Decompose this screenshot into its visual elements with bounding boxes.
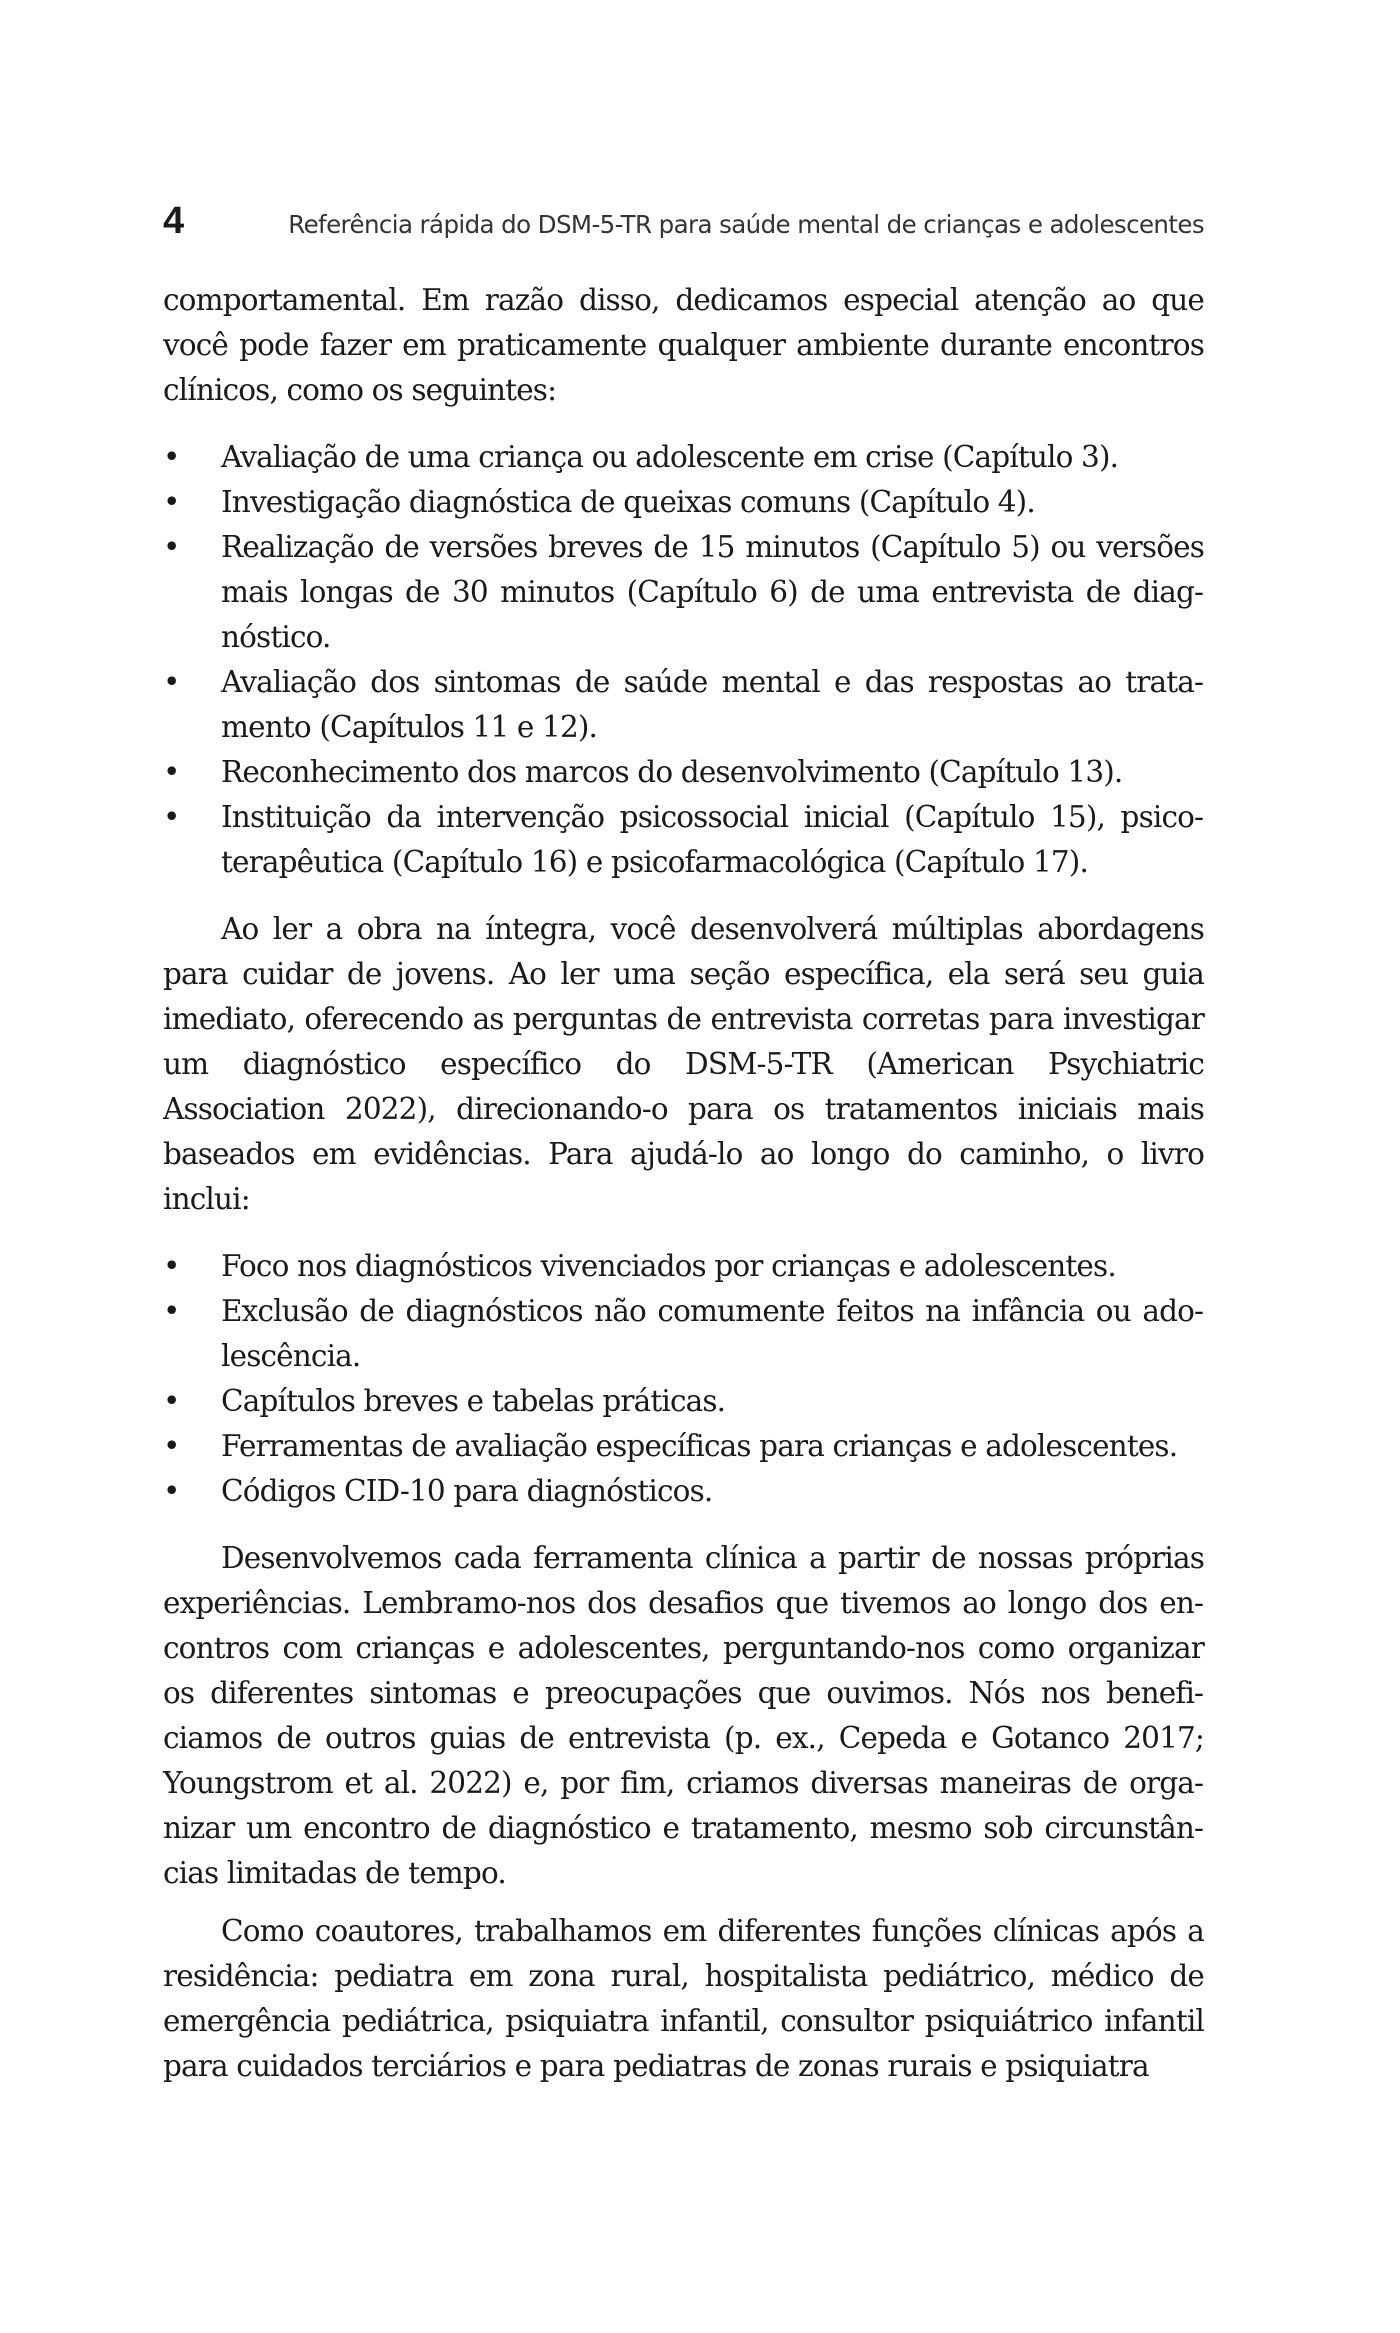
list-item-text: Capítulos breves e tabelas práticas. <box>221 1384 726 1418</box>
list-item-text: Realização de versões breves de 15 minutos (Capítulo 5) ou versões mais longas de 30 minutos (Capítulo 6) de uma entrevista de diagnóstico. <box>221 530 1204 654</box>
list-item <box>163 1244 1204 1289</box>
list-item <box>163 1289 1204 1379</box>
bullet-icon: • <box>163 1474 180 1508</box>
list-item <box>163 1379 1204 1424</box>
book-page <box>163 200 1204 2089</box>
paragraph-3: Desenvolvemos cada ferramenta clínica a partir de nossas próprias experiências. Lembramo-nos dos desafios que tivemos ao longo dos encontros com crianças e adolescentes, perguntando-nos como organizar os diferentes sintomas e preocupações que ouvimos. Nós nos beneficiamos de outros guias de entrevista (p. ex., Cepeda e Gotanco 2017; Youngstrom et al. 2022) e, por fim, criamos diversas maneiras de organizar um encontro de diagnóstico e tratamento, mesmo sob circunstâncias limitadas de tempo. <box>163 1541 1204 1890</box>
list-item <box>163 1469 1204 1514</box>
list-item <box>163 480 1204 525</box>
list-item <box>163 435 1204 480</box>
list-item-text: Avaliação dos sintomas de saúde mental e das respostas ao tratamento (Capítulos 11 e 12). <box>221 665 1204 744</box>
bullet-icon: • <box>163 800 180 834</box>
body-text <box>163 278 1204 2089</box>
bullet-icon: • <box>163 665 180 699</box>
list-item <box>163 750 1204 795</box>
bullet-icon: • <box>163 1249 180 1283</box>
paragraph-4: Como coautores, trabalhamos em diferentes funções clínicas após a residência: pediatra em zona rural, hospitalista pediátrico, médico de emergência pediátrica, psiquiatra infantil, consultor psiquiátrico infantil para cuidados terciários e para pediatras de zonas rurais e psiquiatra <box>163 1914 1204 2083</box>
list-item-text: Códigos CID-10 para diagnósticos. <box>221 1474 713 1508</box>
list-item-text: Avaliação de uma criança ou adolescente em crise (Capítulo 3). <box>221 440 1119 474</box>
list-item-text: Reconhecimento dos marcos do desenvolvimento (Capítulo 13). <box>221 755 1123 789</box>
list-item <box>163 660 1204 750</box>
running-title: Referência rápida do DSM-5-TR para saúde mental de crianças e adolescentes <box>288 210 1204 239</box>
list-item <box>163 795 1204 885</box>
bullet-icon: • <box>163 1384 180 1418</box>
list-item-text: Foco nos diagnósticos vivenciados por crianças e adolescentes. <box>221 1249 1116 1283</box>
page-header <box>163 200 1204 260</box>
bullet-list-chapters <box>163 435 1204 885</box>
list-item-text: Exclusão de diagnósticos não comumente feitos na infância ou adolescência. <box>221 1294 1204 1373</box>
bullet-icon: • <box>163 485 180 519</box>
bullet-icon: • <box>163 530 180 564</box>
list-item-text: Instituição da intervenção psicossocial inicial (Capítulo 15), psicoterapêutica (Capítulo 16) e psicofarmacológica (Capítulo 17). <box>221 800 1204 879</box>
bullet-icon: • <box>163 1294 180 1328</box>
list-item <box>163 1424 1204 1469</box>
paragraph-2: Ao ler a obra na íntegra, você desenvolverá múltiplas abordagens para cuidar de jovens. Ao ler uma seção específica, ela será seu guia imediato, oferecendo as perguntas de entrevista corretas para investigar um diagnóstico específico do DSM-5-TR (American Psychiatric Association 2022), direcionando-o para os tratamentos iniciais mais baseados em evidências. Para ajudá-lo ao longo do caminho, o livro inclui: <box>163 912 1204 1216</box>
paragraph-1: comportamental. Em razão disso, dedicamos especial atenção ao que você pode fazer em praticamente qualquer ambiente durante encontros clínicos, como os seguintes: <box>163 283 1204 407</box>
page-number: 4 <box>163 200 185 242</box>
list-item <box>163 525 1204 660</box>
bullet-list-features <box>163 1244 1204 1514</box>
bullet-icon: • <box>163 755 180 789</box>
list-item-text: Ferramentas de avaliação específicas para crianças e adolescentes. <box>221 1429 1178 1463</box>
list-item-text: Investigação diagnóstica de queixas comuns (Capítulo 4). <box>221 485 1035 519</box>
bullet-icon: • <box>163 1429 180 1463</box>
bullet-icon: • <box>163 440 180 474</box>
